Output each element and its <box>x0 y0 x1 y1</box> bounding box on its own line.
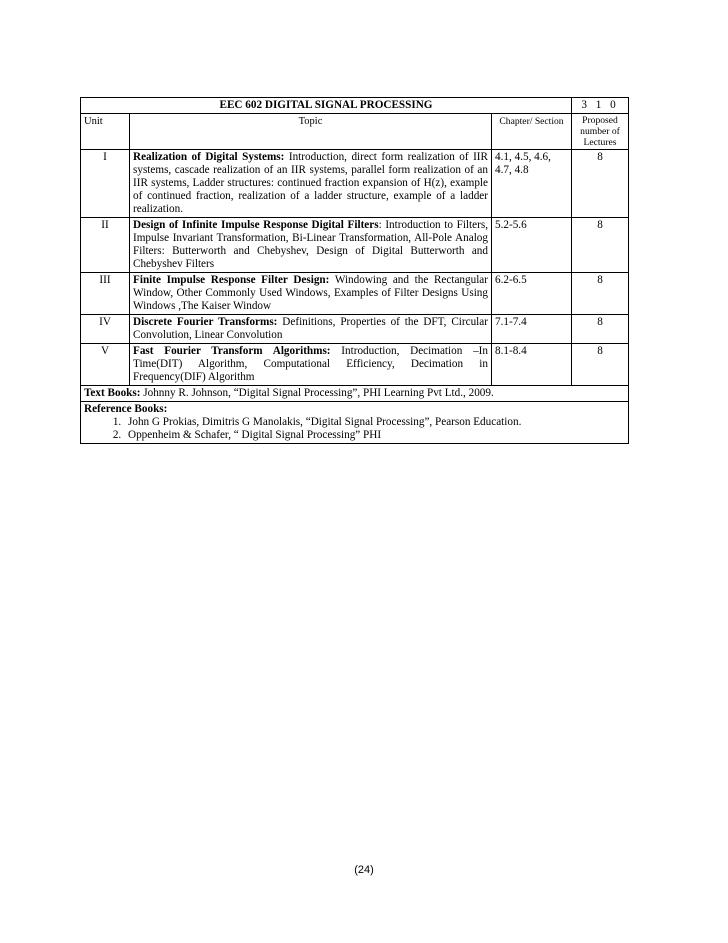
column-header-row <box>81 114 629 150</box>
text-books-label: Text Books: <box>84 387 141 399</box>
unit-topic-title: Design of Infinite Impulse Response Digital Filters <box>133 219 379 231</box>
reference-book-item: 1. John G Prokias, Dimitris G Manolakis, “Digital Signal Processing”, Pearson Education. <box>124 416 625 429</box>
unit-topic-text: Introduction, direct form realization of IIR systems, cascade realization of an IIR systems, parallel form realization of an IIR systems, Ladder structures: continued fraction expansion of H(z), example of continued fraction, realization of a ladder structure, example of a ladder realization. <box>133 151 488 215</box>
reference-books <box>81 402 629 444</box>
text-books-row <box>81 386 629 402</box>
course-header-row <box>81 98 629 114</box>
unit-topic <box>130 273 492 315</box>
unit-lectures: 8 <box>572 273 629 315</box>
unit-lectures: 8 <box>572 150 629 218</box>
unit-row <box>81 344 629 386</box>
unit-row <box>81 150 629 218</box>
unit-topic-text: Definitions, Properties of the DFT, Circular Convolution, Linear Convolution <box>133 316 488 341</box>
unit-topic <box>130 315 492 344</box>
unit-lectures: 8 <box>572 315 629 344</box>
reference-book-item: 2. Oppenheim & Schafer, “ Digital Signal Processing” PHI <box>124 429 625 442</box>
reference-books-list <box>84 416 625 442</box>
unit-chapter: 7.1-7.4 <box>492 315 572 344</box>
unit-topic-title: Fast Fourier Transform Algorithms: <box>133 345 331 357</box>
unit-topic <box>130 150 492 218</box>
unit-topic-title: Discrete Fourier Transforms: <box>133 316 278 328</box>
topic-header: Topic <box>130 114 492 150</box>
text-books <box>81 386 629 402</box>
unit-chapter: 6.2-6.5 <box>492 273 572 315</box>
unit-row <box>81 273 629 315</box>
chapter-header: Chapter/ Section <box>492 114 572 150</box>
text-books-text: Johnny R. Johnson, “Digital Signal Processing”, PHI Learning Pvt Ltd., 2009. <box>140 387 494 399</box>
unit-topic-title: Realization of Digital Systems: <box>133 151 285 163</box>
unit-number: IV <box>81 315 130 344</box>
unit-number: III <box>81 273 130 315</box>
reference-books-label: Reference Books: <box>84 403 168 415</box>
reference-books-row <box>81 402 629 444</box>
unit-lectures: 8 <box>572 218 629 273</box>
course-title: EEC 602 DIGITAL SIGNAL PROCESSING <box>81 98 572 114</box>
unit-topic-text: : Introduction to Filters, Impulse Invariant Transformation, Bi-Linear Transformation, All-Pole Analog Filters: Butterworth and Chebyshev, Design of Digital Butterworth and Chebyshev Filters <box>133 219 488 270</box>
unit-topic-text: Windowing and the Rectangular Window, Other Commonly Used Windows, Examples of Filter Designs Using Windows ,The Kaiser Window <box>133 274 488 312</box>
unit-chapter: 5.2-5.6 <box>492 218 572 273</box>
unit-number: I <box>81 150 130 218</box>
unit-topic <box>130 344 492 386</box>
unit-topic-text: Introduction, Decimation –In Time(DIT) Algorithm, Computational Efficiency, Decimation in Frequency(DIF) Algorithm <box>133 345 488 383</box>
unit-chapter: 4.1, 4.5, 4.6, 4.7, 4.8 <box>492 150 572 218</box>
page-number: (24) <box>354 864 374 876</box>
unit-number: II <box>81 218 130 273</box>
unit-header: Unit <box>81 114 130 150</box>
syllabus-table <box>80 97 629 444</box>
unit-lectures: 8 <box>572 344 629 386</box>
unit-number: V <box>81 344 130 386</box>
unit-topic <box>130 218 492 273</box>
lectures-header: Proposed number of Lectures <box>572 114 629 150</box>
unit-topic-title: Finite Impulse Response Filter Design: <box>133 274 330 286</box>
course-ltp: 3 1 0 <box>572 98 629 114</box>
unit-chapter: 8.1-8.4 <box>492 344 572 386</box>
unit-row <box>81 315 629 344</box>
unit-row <box>81 218 629 273</box>
